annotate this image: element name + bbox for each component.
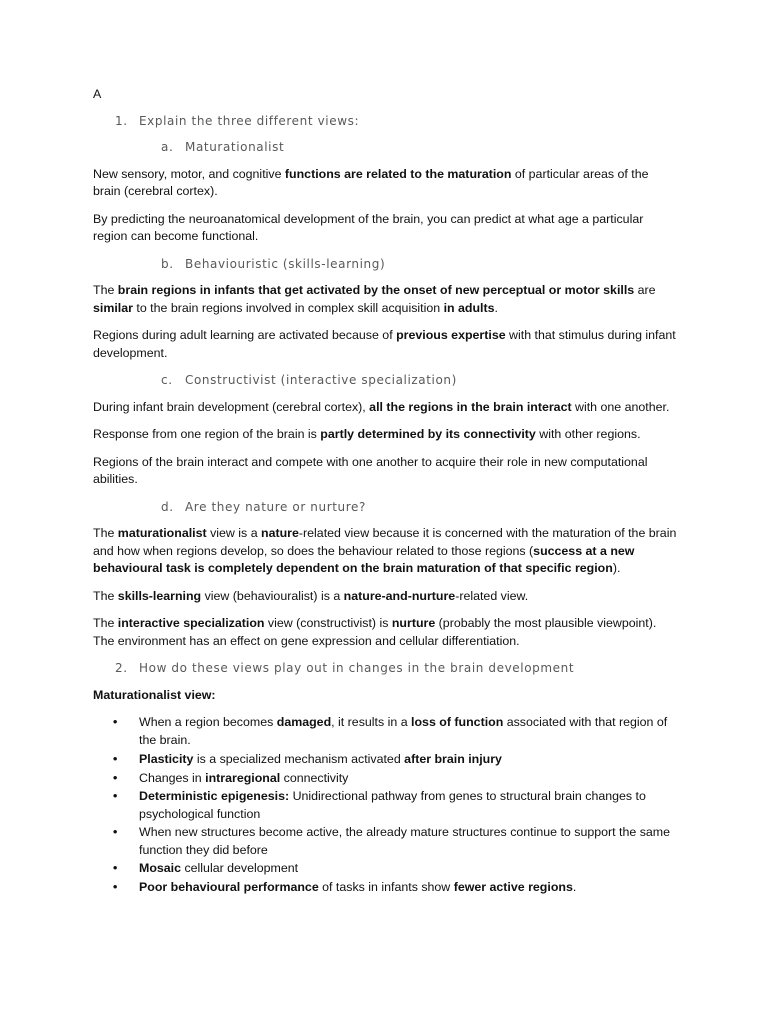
text-run: The bbox=[93, 588, 118, 603]
text-run: Regions of the brain interact and compete with one another to acquire their role in new computational abilities. bbox=[93, 454, 648, 486]
question-number: 1. bbox=[115, 113, 128, 128]
bold-text: intraregional bbox=[205, 770, 281, 785]
list-item bbox=[93, 714, 679, 749]
bullet-icon: • bbox=[113, 770, 118, 785]
bold-text: nature bbox=[261, 526, 299, 540]
bold-text: similar bbox=[93, 300, 133, 315]
text-run: The bbox=[93, 526, 118, 540]
bullet-list bbox=[93, 714, 679, 896]
bold-text: functions are related to the maturation bbox=[284, 166, 512, 181]
text-run: -related view because it is concerned with the maturation of the brain and how when regions develop, so does the behaviour related to those regions ( bbox=[93, 526, 677, 558]
bullet-icon: • bbox=[113, 715, 118, 729]
paragraph bbox=[93, 211, 679, 246]
subheading-text: Maturationalist bbox=[185, 140, 285, 154]
text-run: -related view. bbox=[455, 588, 529, 603]
bold-text: success at a new behavioural task is completely dependent on the brain maturation of that specific region bbox=[93, 543, 635, 575]
subheading-a bbox=[93, 139, 679, 157]
bold-text: fewer active regions bbox=[453, 879, 573, 894]
subheading-text: Behaviouristic (skills-learning) bbox=[185, 256, 386, 271]
text-run: view (constructivist) is bbox=[264, 616, 392, 630]
text-run: with other regions. bbox=[535, 427, 641, 441]
subheading-text: Are they nature or nurture? bbox=[185, 499, 366, 514]
text-run: During infant brain development (cerebral cortex), bbox=[93, 399, 370, 414]
paragraph bbox=[93, 615, 679, 650]
question-1-heading bbox=[93, 113, 679, 131]
question-number: 2. bbox=[115, 661, 128, 675]
text-run: with one another. bbox=[571, 399, 670, 414]
text-run: are bbox=[634, 283, 656, 297]
list-item bbox=[93, 788, 679, 823]
paragraph bbox=[93, 454, 679, 489]
bold-text: after brain injury bbox=[404, 752, 502, 766]
text-run: The bbox=[93, 283, 118, 297]
question-text: How do these views play out in changes in the brain development bbox=[139, 661, 575, 675]
paragraph bbox=[93, 327, 679, 362]
bold-text: Plasticity bbox=[139, 752, 194, 766]
list-item bbox=[93, 879, 679, 897]
section-letter: A bbox=[93, 87, 102, 101]
text-run: to the brain regions involved in complex skill acquisition bbox=[132, 300, 444, 315]
paragraph bbox=[93, 588, 679, 606]
bullet-icon: • bbox=[113, 825, 118, 839]
bold-text: all the regions in the brain interact bbox=[369, 399, 572, 414]
bullet-icon: • bbox=[113, 789, 118, 803]
bullet-icon: • bbox=[113, 752, 118, 766]
document-body bbox=[93, 86, 679, 896]
text-run: . bbox=[572, 879, 577, 894]
bullet-icon: • bbox=[113, 861, 118, 875]
text-run: Unidirectional pathway from genes to structural brain changes to psychological function bbox=[139, 789, 646, 821]
bullet-icon: • bbox=[113, 879, 118, 894]
bold-text: previous expertise bbox=[396, 328, 506, 342]
text-run: associated with that region of the brain. bbox=[139, 715, 668, 747]
text-run: of tasks in infants show bbox=[318, 879, 454, 894]
text-run: The bbox=[93, 616, 118, 630]
text-run: of particular areas of the brain (cerebral cortex). bbox=[93, 166, 649, 198]
bold-text: damaged bbox=[276, 715, 332, 729]
text-run: Regions during adult learning are activated because of bbox=[93, 328, 397, 342]
bold-text: nature-and-nurture bbox=[343, 588, 456, 603]
paragraph bbox=[93, 166, 679, 201]
text-run: When a region becomes bbox=[139, 715, 277, 729]
bold-text: in adults bbox=[443, 300, 495, 315]
text-run: When new structures become active, the already mature structures continue to support the same function they did before bbox=[139, 825, 670, 857]
paragraph bbox=[93, 426, 679, 444]
bold-text: skills-learning bbox=[117, 588, 202, 603]
question-text: Explain the three different views: bbox=[139, 113, 360, 128]
list-item bbox=[93, 824, 679, 859]
text-run: By predicting the neuroanatomical development of the brain, you can predict at what age a particular region can become functional. bbox=[93, 211, 644, 243]
bold-text: maturationalist bbox=[117, 526, 207, 540]
text-run: , it results in a bbox=[331, 715, 412, 729]
bold-text: interactive specialization bbox=[117, 616, 265, 630]
text-run: cellular development bbox=[181, 861, 299, 875]
bold-text: Deterministic epigenesis: bbox=[139, 789, 290, 803]
text-run: is a specialized mechanism activated bbox=[193, 752, 405, 766]
subheading-letter: a. bbox=[161, 140, 174, 154]
bold-text: Poor behavioural performance bbox=[139, 879, 319, 894]
text-run: Changes in bbox=[139, 770, 206, 785]
list-item bbox=[93, 751, 679, 769]
paragraph bbox=[93, 525, 679, 578]
subheading-b bbox=[93, 256, 679, 274]
text-run: . bbox=[494, 300, 498, 315]
text-run: view (behaviouralist) is a bbox=[201, 588, 344, 603]
bold-text: Mosaic bbox=[139, 861, 182, 875]
subheading-text: Constructivist (interactive specialization) bbox=[185, 373, 457, 387]
bold-text: Maturationalist view: bbox=[93, 687, 216, 702]
text-run: with that stimulus during infant development. bbox=[93, 328, 676, 360]
text-run: Response from one region of the brain is bbox=[93, 427, 321, 441]
text-run: connectivity bbox=[280, 770, 349, 785]
text-run: view is a bbox=[206, 526, 262, 540]
text-run: (probably the most plausible viewpoint). The environment has an effect on gene expression and cellular differentiation. bbox=[93, 616, 657, 648]
subheading-letter: d. bbox=[161, 499, 174, 514]
bold-text: partly determined by its connectivity bbox=[320, 427, 536, 441]
list-item bbox=[93, 860, 679, 878]
list-item bbox=[93, 770, 679, 788]
subheading-d bbox=[93, 499, 679, 517]
paragraph bbox=[93, 399, 679, 417]
bold-text: loss of function bbox=[411, 715, 504, 729]
subheading-letter: b. bbox=[161, 256, 174, 271]
question-2-heading bbox=[93, 660, 679, 678]
text-run: ). bbox=[612, 561, 621, 575]
subheading-letter: c. bbox=[161, 373, 173, 387]
subheading-c bbox=[93, 372, 679, 390]
bold-text: nurture bbox=[391, 616, 436, 630]
text-run: New sensory, motor, and cognitive bbox=[93, 166, 285, 181]
bold-text: brain regions in infants that get activated by the onset of new perceptual or motor skills bbox=[117, 283, 635, 297]
paragraph bbox=[93, 282, 679, 317]
list-title bbox=[93, 687, 679, 705]
